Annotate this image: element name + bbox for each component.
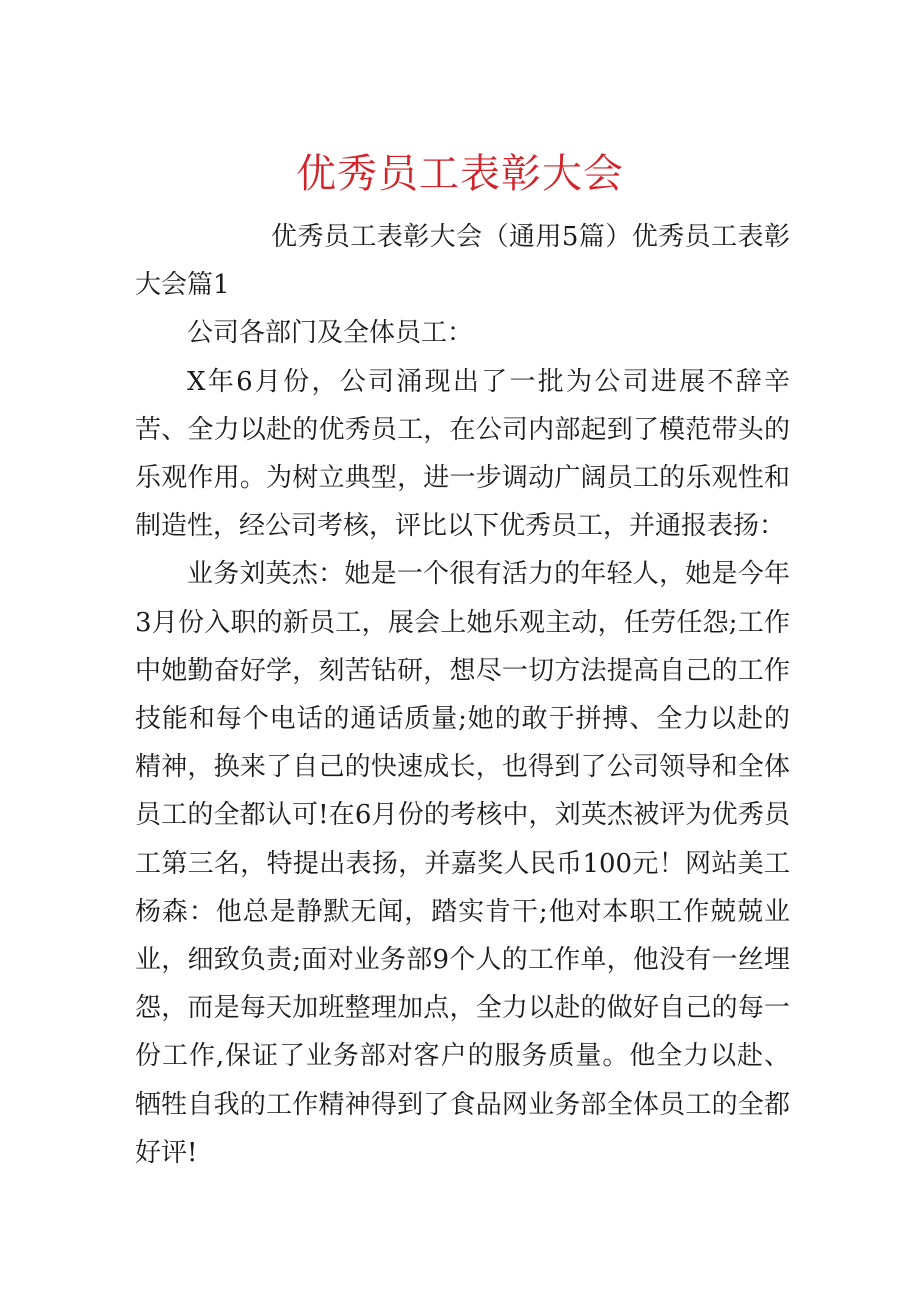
salutation: 公司各部门及全体员工： (187, 318, 474, 349)
document-body (135, 213, 790, 1177)
paragraph-intro: X年6月份，公司涌现出了一批为公司进展不辞辛苦、全力以赴的优秀员工，在公司内部起到了模范带头的乐观作用。为树立典型，进一步调动广阔员工的乐观性和制造性，经公司考核，评比以下优秀员工，并通报表扬： (135, 366, 790, 542)
paragraph-commendations: 业务刘英杰：她是一个很有活力的年轻人，她是今年3月份入职的新员工，展会上她乐观主动，任劳任怨;工作中她勤奋好学，刻苦钻研，想尽一切方法提高自己的工作技能和每个电话的通话质量;她的敢于拼搏、全力以赴的精神，换来了自己的快速成长，也得到了公司领导和全体员工的全都认可!在6月份的考核中，刘英杰被评为优秀员工第三名，特提出表扬，并嘉奖人民币100元！网站美工杨森：他总是静默无闻，踏实肯干;他对本职工作兢兢业业，细致负责;面对业务部9个人的工作单，他没有一丝埋怨，而是每天加班整理加点，全力以赴的做好自己的每一份工作,保证了业务部对客户的服务质量。他全力以赴、牺牲自我的工作精神得到了食品网业务部全体员工的全都好评! (135, 559, 790, 1168)
document-title: 优秀员工表彰大会 (296, 151, 624, 197)
document-subtitle: 优秀员工表彰大会（通用5篇）优秀员工表彰大会篇1 (135, 222, 790, 301)
